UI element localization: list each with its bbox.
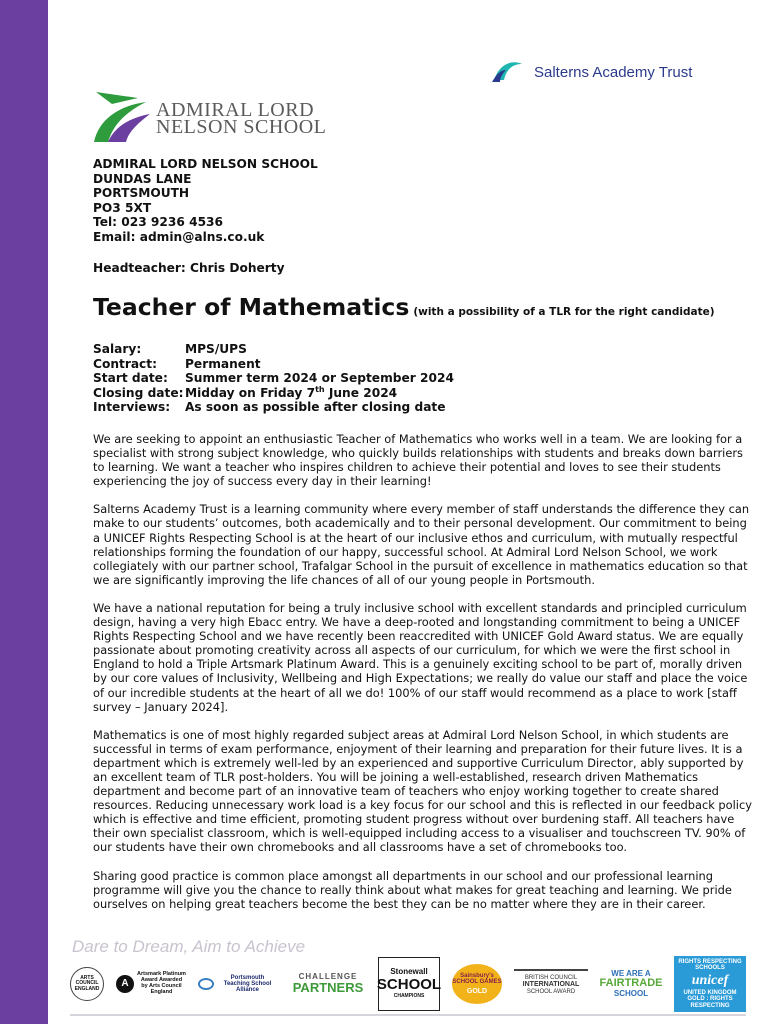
detail-label: Salary: [93, 342, 142, 356]
closing-date-sup: th [315, 384, 325, 394]
unicef-main: unicef [691, 972, 729, 988]
fairtrade-top: WE ARE A [611, 968, 651, 978]
job-title-main: Teacher of Mathematics [93, 293, 410, 321]
trust-logo [488, 58, 692, 86]
detail-contract [93, 357, 454, 372]
isa-top: BRITISH COUNCIL [524, 975, 578, 982]
body-text [93, 432, 753, 925]
paragraph: We are seeking to appoint an enthusiastic Teacher of Mathematics who works well in a team. We are looking for a specialist with strong subject knowledge, who quickly builds relationships with students and breaks down barriers to learning. We want a teacher who inspires children to achieve their potential and loves to see their students experiencing the joy of success every day in their learning! [93, 432, 743, 489]
games-main: Sainsbury's SCHOOL GAMES [452, 973, 502, 986]
artsmark-icon: A [116, 975, 134, 993]
detail-value: Summer term 2024 or September 2024 [185, 371, 454, 386]
trust-name: Salterns Academy Trust [534, 63, 693, 81]
fairtrade-badge [600, 970, 662, 998]
job-title-sub: (with a possibility of a TLR for the right candidate) [413, 306, 715, 318]
detail-start [93, 371, 454, 386]
artsmark-text: Artsmark Platinum Award Awarded by Arts Council England [137, 971, 186, 995]
paragraph: Salterns Academy Trust is a learning community where every member of staff understands the difference they can make to our students’ outcomes, both academically and to their personal development. Our commitment to being a UNICEF Rights Respecting School is at the heart of our inclusive ethos and curriculum, with mutually respectful relationships forming the foundation of our happy, successful school. At Admiral Lord Nelson School, we work collegiately with our partner school, Trafalgar School in the pursuit of excellence in mathematics education so that we are significantly improving the life chances of all of our young people in Portsmouth. [93, 502, 750, 587]
tsa-ring-icon [198, 978, 214, 990]
document-page [48, 0, 768, 1024]
job-title [93, 293, 715, 321]
address-line: ADMIRAL LORD NELSON SCHOOL [93, 157, 318, 171]
school-logo-line1: ADMIRAL LORD [156, 99, 315, 121]
address-phone: Tel: 023 9236 4536 [93, 215, 224, 230]
detail-salary [93, 342, 454, 357]
closing-date-pre: Midday on Friday 7 [185, 385, 316, 400]
address-line: PO3 5XT [93, 200, 152, 215]
footer-divider [70, 1014, 746, 1016]
challenge-partners-badge [290, 973, 366, 995]
tsa-text: Portsmouth Teaching School Alliance [223, 974, 272, 994]
unicef-top: RIGHTS RESPECTING SCHOOLS [678, 958, 742, 972]
artsmark-badge [116, 972, 186, 995]
side-bar [0, 0, 48, 1024]
stonewall-sub: CHAMPIONS [393, 993, 425, 1000]
arts-council-badge: ARTS COUNCIL ENGLAND [70, 967, 104, 1001]
unicef-sub: UNITED KINGDOM [683, 990, 737, 997]
stonewall-top: Stonewall [390, 967, 428, 977]
isa-sub: SCHOOL AWARD [526, 988, 576, 995]
headteacher: Headteacher: Chris Doherty [93, 261, 285, 275]
school-logo-line2: NELSON SCHOOL [156, 116, 327, 138]
school-sail-icon [92, 92, 150, 144]
school-logo-text [156, 99, 327, 138]
stonewall-badge [378, 957, 440, 1011]
paragraph: We have a national reputation for being a truly inclusive school with excellent standards and principled curriculum design, having a very high Ebacc entry. We have a deep-rooted and longstanding commitment to being a UNICEF Rights Respecting School and we have recently been reaccredited with UNICEF Gold Award status. We are equally passionate about promoting creativity across all aspects of our curriculum, for which we were the first school in England to hold a Triple Artsmark Platinum Award. This is a genuinely exciting school to be part of, morally driven by our core values of Inclusivity, Wellbeing and High Expectations; we really do value our staff and place the voice of our incredible students at the heart of all we do! 100% of our staff would recommend as a place to work [staff survey – January 2024]. [93, 600, 748, 714]
detail-label: Closing date: [93, 385, 184, 400]
stonewall-main: SCHOOL [376, 975, 442, 993]
challenge-main: PARTNERS [292, 980, 364, 996]
detail-value: As soon as possible after closing date [185, 400, 446, 415]
accreditation-badges [70, 954, 746, 1014]
unicef-badge [674, 956, 746, 1012]
detail-value [185, 386, 397, 401]
challenge-top: CHALLENGE [298, 971, 358, 981]
detail-value: Permanent [185, 356, 261, 371]
fairtrade-sub: SCHOOL [613, 988, 649, 998]
isa-main: INTERNATIONAL [522, 981, 580, 989]
tsa-badge [198, 975, 278, 994]
unicef-level: GOLD : RIGHTS RESPECTING [687, 996, 733, 1009]
games-level: GOLD [466, 987, 488, 995]
school-logo [92, 92, 326, 144]
detail-interviews [93, 400, 454, 415]
address-line: DUNDAS LANE [93, 171, 192, 186]
detail-label: Start date: [93, 371, 168, 386]
address-email[interactable]: Email: admin@alns.co.uk [93, 229, 265, 244]
school-address [93, 157, 318, 245]
salterns-swirl-icon [488, 58, 526, 86]
detail-label: Interviews: [93, 400, 171, 415]
detail-label: Contract: [93, 356, 157, 371]
school-motto: Dare to Dream, Aim to Achieve [72, 937, 306, 956]
school-games-badge [452, 964, 502, 1004]
international-school-award-badge [514, 969, 588, 999]
address-line: PORTSMOUTH [93, 186, 190, 201]
closing-date-post: June 2024 [324, 385, 398, 400]
detail-value: MPS/UPS [185, 342, 247, 356]
fairtrade-main: FAIRTRADE [599, 977, 663, 990]
job-details [93, 342, 454, 415]
detail-closing [93, 386, 454, 401]
paragraph: Sharing good practice is common place amongst all departments in our school and our professional learning programme will give you the chance to really think about what makes for great teaching and learning. We pride ourselves on helping great teachers become the best they can be no matter where they are in their career. [93, 868, 732, 911]
paragraph: Mathematics is one of most highly regarded subject areas at Admiral Lord Nelson School, in which students are successful in terms of exam performance, enjoyment of their learning and preparation for their future lives. It is a department which is extremely well-led by an experienced and supportive Curriculum Director, ably supported by an excellent team of TLR post-holders. You will be joining a well-established, research driven Mathematics department and become part of an innovative team of teachers who enjoy working together to create shared resources. Reducing unnecessary work load is a key focus for our school and this is reflected in our feedback policy which is effective and time efficient, promoting student progress without over burdening staff. All teachers have their own specialist classroom, which is well-equipped including access to a visualiser and touchscreen TV. 90% of our students have their own chromebooks and all classrooms have a set of chromebooks too. [93, 727, 752, 855]
